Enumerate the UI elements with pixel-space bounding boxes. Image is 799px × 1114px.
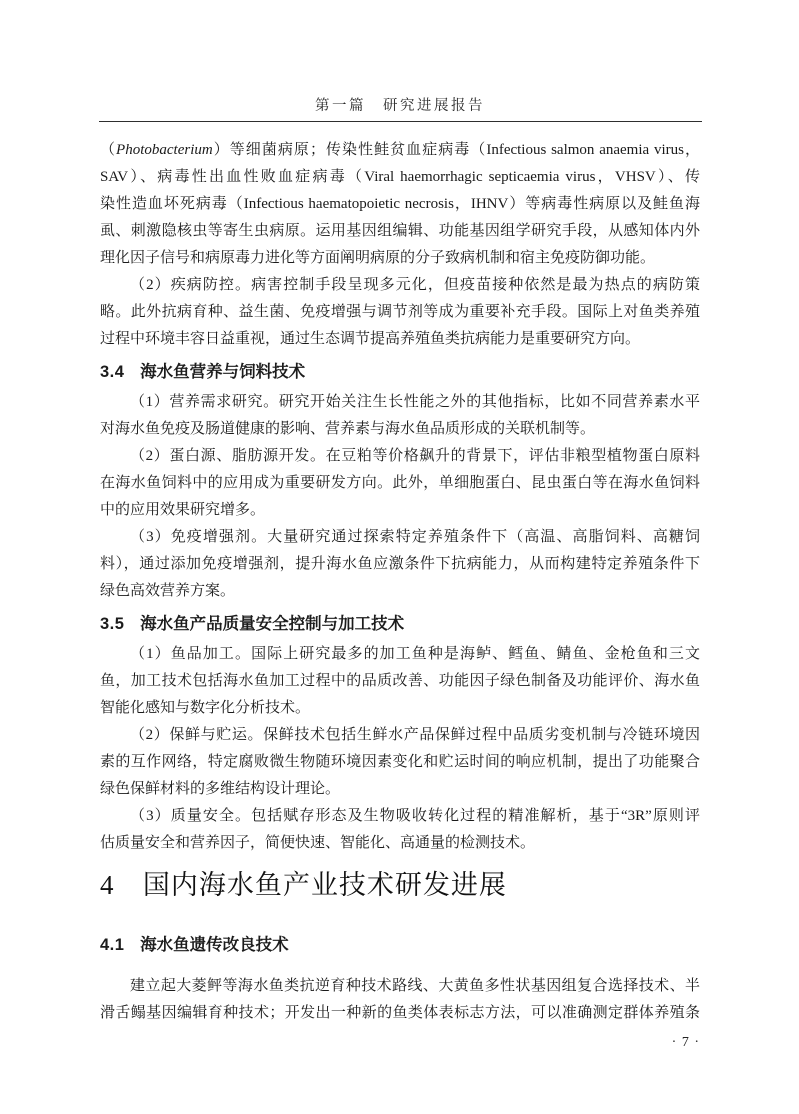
- page-body: [100, 137, 700, 1027]
- paragraph: [100, 524, 700, 605]
- text-line: （2）疾病防控。病害控制手段呈现多元化，但疫苗接种依然是最为热点的病防策: [130, 277, 700, 293]
- chapter-heading: [100, 866, 700, 904]
- text-line: （2）蛋白源、脂肪源开发。在豆粕等价格飙升的背景下，评估非粮型植物蛋白原料: [130, 448, 700, 464]
- text-line: SAV）、病毒性出血性败血症病毒（Viral haemorrhagic septicaemia virus，VHSV）、传: [100, 169, 700, 185]
- text-line: 过程中环境丰容日益重视，通过生态调节提高养殖鱼类抗病能力是重要研究方向。: [100, 331, 641, 347]
- section-title: 海水鱼产品质量安全控制与加工技术: [140, 615, 405, 633]
- section-title: 海水鱼营养与饲料技术: [140, 363, 306, 381]
- section-number: 3.5: [100, 615, 125, 633]
- paragraph: [100, 803, 700, 857]
- text-line: （1）营养需求研究。研究开始关注生长性能之外的其他指标，比如不同营养素水平: [130, 394, 700, 410]
- section-heading: [100, 612, 700, 636]
- page-number: · 7 ·: [671, 1035, 700, 1050]
- text-line: 理化因子信号和病原毒力进化等方面阐明病原的分子致病机制和宿主免疫防御功能。: [100, 250, 656, 266]
- text-line: 虱、刺激隐核虫等寄生虫病原。运用基因组编辑、功能基因组学研究手段，从感知体内外: [100, 223, 700, 239]
- text-line: （2）保鲜与贮运。保鲜技术包括生鲜水产品保鲜过程中品质劣变机制与冷链环境因: [130, 727, 700, 743]
- text-line: 鱼，加工技术包括海水鱼加工过程中的品质改善、功能因子绿色制备及功能评价、海水鱼: [100, 673, 700, 689]
- text-line: 略。此外抗病育种、益生菌、免疫增强与调节剂等成为重要补充手段。国际上对鱼类养殖: [100, 304, 700, 320]
- text-line: 料），通过添加免疫增强剂，提升海水鱼应激条件下抗病能力，从而构建特定养殖条件下: [100, 556, 700, 572]
- text-line: 智能化感知与数字化分析技术。: [100, 700, 311, 716]
- text-line: （3）免疫增强剂。大量研究通过探索特定养殖条件下（高温、高脂饲料、高糖饲: [130, 529, 700, 545]
- section-number: 4: [100, 870, 115, 900]
- section-title: 海水鱼遗传改良技术: [140, 936, 289, 954]
- text-line: 滑舌鳎基因编辑育种技术；开发出一种新的鱼类体表标志方法，可以准确测定群体养殖条: [100, 1005, 700, 1021]
- paragraph: [100, 272, 700, 353]
- header-rule: [99, 121, 702, 122]
- paragraph: [100, 722, 700, 803]
- text-line: （Photobacterium）等细菌病原；传染性鲑贫血症病毒（Infectious salmon anaemia virus，: [100, 142, 700, 158]
- text-line: 绿色保鲜材料的多维结构设计理论。: [100, 781, 341, 797]
- running-head: 第一篇 研究进展报告: [315, 98, 485, 114]
- section-number: 3.4: [100, 363, 125, 381]
- text-line: （3）质量安全。包括赋存形态及生物吸收转化过程的精准解析，基于“3R”原则评: [130, 808, 700, 824]
- section-title: 国内海水鱼产业技术研发进展: [142, 870, 507, 900]
- paragraph: [100, 973, 700, 1027]
- paragraph: [100, 137, 700, 272]
- text-line: 中的应用效果研究增多。: [100, 502, 266, 518]
- text-line: 在海水鱼饲料中的应用成为重要研发方向。此外，单细胞蛋白、昆虫蛋白等在海水鱼饲料: [100, 475, 700, 491]
- section-heading: [100, 933, 700, 957]
- text-line: 染性造血坏死病毒（Infectious haematopoietic necrosis，IHNV）等病毒性病原以及鲑鱼海: [100, 196, 700, 212]
- paragraph: [100, 389, 700, 443]
- section-heading: [100, 360, 700, 384]
- text-line: 估质量安全和营养因子，简便快速、智能化、高通量的检测技术。: [100, 835, 536, 851]
- text-line: 素的互作网络，特定腐败微生物随环境因素变化和贮运时间的响应机制，提出了功能聚合: [100, 754, 700, 770]
- text-line: 建立起大菱鲆等海水鱼类抗逆育种技术路线、大黄鱼多性状基因组复合选择技术、半: [130, 978, 700, 994]
- paragraph: [100, 641, 700, 722]
- text-line: 绿色高效营养方案。: [100, 583, 236, 599]
- text-line: 对海水鱼免疫及肠道健康的影响、营养素与海水鱼品质形成的关联机制等。: [100, 421, 596, 437]
- text-line: （1）鱼品加工。国际上研究最多的加工鱼种是海鲈、鳕鱼、鲭鱼、金枪鱼和三文: [130, 646, 700, 662]
- section-number: 4.1: [100, 936, 125, 954]
- paragraph: [100, 443, 700, 524]
